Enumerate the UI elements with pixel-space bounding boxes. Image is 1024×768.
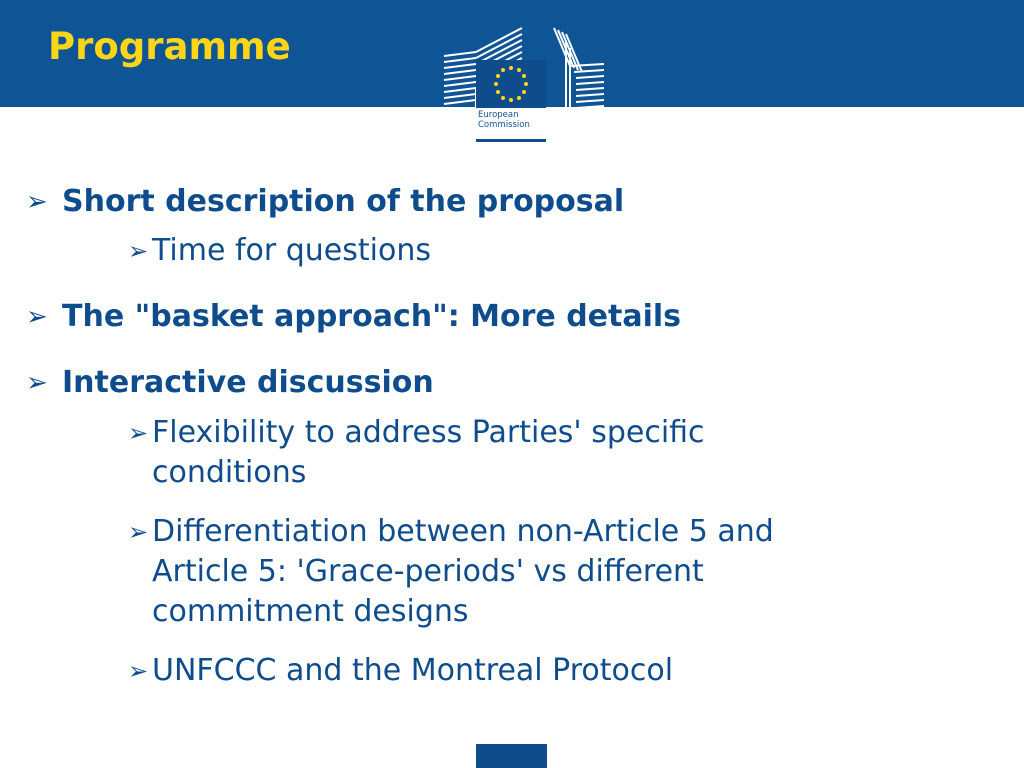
bullet-text: Interactive discussion [62,365,434,400]
sub-bullet-flexibility [128,413,705,493]
sub-bullet-line: commitment designs [152,594,469,629]
sub-bullet-line: Differentiation between non-Article 5 and [152,514,774,549]
arrow-bullet-icon: ➢ [128,657,149,685]
bullet-short-description [26,184,625,220]
arrow-bullet-icon: ➢ [26,302,48,332]
sub-bullet-line: Article 5: 'Grace-periods' vs different [152,554,704,589]
sub-bullet-line: conditions [152,455,307,490]
page-title: Programme [48,25,291,68]
arrow-bullet-icon: ➢ [26,187,48,217]
sub-bullet-text: UNFCCC and the Montreal Protocol [152,653,674,688]
bullet-text: Short description of the proposal [62,184,625,219]
arrow-bullet-icon: ➢ [128,518,149,546]
arrow-bullet-icon: ➢ [26,368,48,398]
bullet-basket-approach [26,299,682,335]
sub-bullet-unfccc [128,651,674,691]
footer-flag-icon [476,744,547,768]
logo-line-1: European [478,110,519,120]
logo-line-2: Commission [478,120,530,130]
sub-bullet-line: Flexibility to address Parties' specific [152,415,705,450]
arrow-bullet-icon: ➢ [128,419,149,447]
arrow-bullet-icon: ➢ [128,237,149,265]
bullet-text: The "basket approach": More details [62,299,682,334]
sub-bullet-differentiation [128,512,774,632]
sub-bullet-time-for-questions [128,231,431,271]
sub-bullet-text: Time for questions [152,233,431,268]
bullet-interactive-discussion [26,365,434,401]
